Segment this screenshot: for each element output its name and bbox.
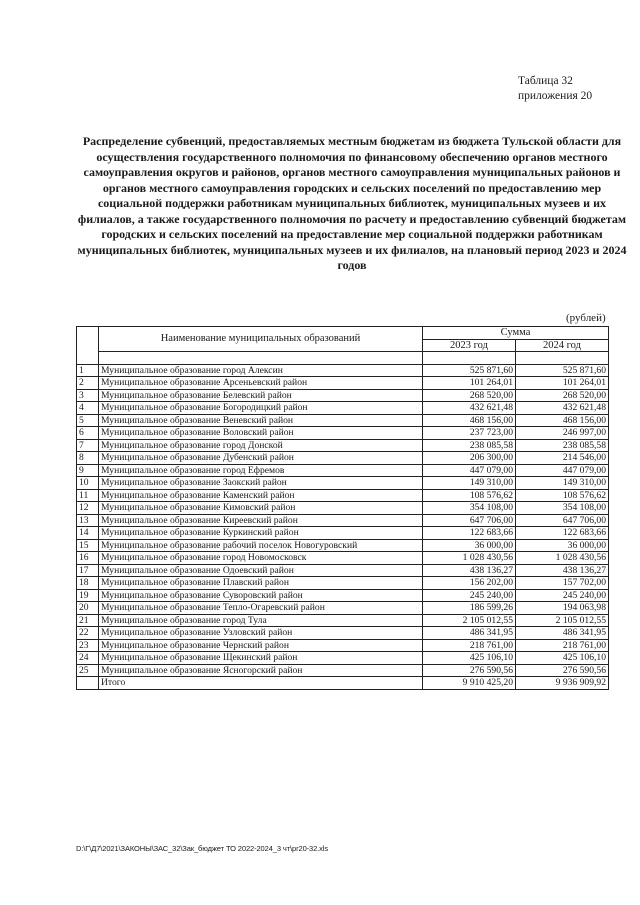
file-path: D:\Г\Д7\2021\ЗАКОНЫ\ЗАС_32\Зак_бюджет ТО 2022-2024_3 чт\pr20-32.xls xyxy=(76,844,329,853)
row-number: 18 xyxy=(77,577,99,590)
amount-2024: 149 310,00 xyxy=(516,477,609,490)
amount-2024: 101 264,01 xyxy=(516,377,609,390)
table-caption xyxy=(518,74,592,104)
amount-2023: 647 706,00 xyxy=(423,514,516,527)
municipality-name: Муниципальное образование Белевский район xyxy=(99,389,423,402)
table-row xyxy=(77,427,609,440)
amount-2023: 354 108,00 xyxy=(423,502,516,515)
row-number: 4 xyxy=(77,402,99,415)
document-title: Распределение субвенций, предоставляемых местным бюджетам из бюджета Тульской области для осуществления государственного полномочия по финансовому обеспечению органов местного самоуправления округов и районов, органов местного самоуправления муниципальных районов и органов местного самоуправления городских и сельских поселений по предоставлению мер социальной поддержки работникам муниципальных библиотек, муниципальных музеев и их филиалов, а также государственного полномочия по расчету и предоставлению субвенций бюджетам городских и сельских поселений на предоставление мер социальной поддержки работникам муниципальных библиотек, муниципальных музеев и их филиалов, на плановый период 2023 и 2024 годов xyxy=(77,134,627,272)
table-row xyxy=(77,464,609,477)
amount-2024: 486 341,95 xyxy=(516,627,609,640)
header-name-cell: Наименование муниципальных образований xyxy=(99,327,423,352)
header-sum-cell: Сумма xyxy=(423,327,609,340)
amount-2023: 447 079,00 xyxy=(423,464,516,477)
total-index-cell xyxy=(77,677,99,690)
table-row xyxy=(77,439,609,452)
total-2023: 9 910 425,20 xyxy=(423,677,516,690)
row-number: 8 xyxy=(77,452,99,465)
amount-2023: 438 136,27 xyxy=(423,564,516,577)
table-row xyxy=(77,564,609,577)
row-number: 17 xyxy=(77,564,99,577)
municipality-name: Муниципальное образование Ясногорский район xyxy=(99,664,423,677)
row-number: 7 xyxy=(77,439,99,452)
caption-line-1: Таблица 32 xyxy=(518,75,573,87)
municipality-name: Муниципальное образование Щекинский район xyxy=(99,652,423,665)
amount-2023: 245 240,00 xyxy=(423,589,516,602)
row-number: 6 xyxy=(77,427,99,440)
municipality-name: Муниципальное образование Заокский район xyxy=(99,477,423,490)
table-row xyxy=(77,414,609,427)
amount-2023: 149 310,00 xyxy=(423,477,516,490)
row-number: 1 xyxy=(77,364,99,377)
table-row xyxy=(77,514,609,527)
municipality-name: Муниципальное образование Киреевский район xyxy=(99,514,423,527)
municipality-name: Муниципальное образование Одоевский район xyxy=(99,564,423,577)
table-row xyxy=(77,602,609,615)
municipality-name: Муниципальное образование Узловский район xyxy=(99,627,423,640)
total-label: Итого xyxy=(99,677,423,690)
spacer-cell xyxy=(423,352,516,365)
table-row xyxy=(77,402,609,415)
municipality-name: Муниципальное образование город Новомосковск xyxy=(99,552,423,565)
row-number: 22 xyxy=(77,627,99,640)
amount-2024: 108 576,62 xyxy=(516,489,609,502)
row-number: 9 xyxy=(77,464,99,477)
municipality-name: Муниципальное образование Чернский район xyxy=(99,639,423,652)
row-number: 15 xyxy=(77,539,99,552)
table-row xyxy=(77,589,609,602)
municipality-name: Муниципальное образование город Донской xyxy=(99,439,423,452)
municipality-name: Муниципальное образование Арсеньевский район xyxy=(99,377,423,390)
table-row xyxy=(77,639,609,652)
row-number: 19 xyxy=(77,589,99,602)
amount-2024: 647 706,00 xyxy=(516,514,609,527)
amount-2023: 268 520,00 xyxy=(423,389,516,402)
row-number: 21 xyxy=(77,614,99,627)
table-row xyxy=(77,552,609,565)
amount-2024: 354 108,00 xyxy=(516,502,609,515)
row-number: 3 xyxy=(77,389,99,402)
amount-2024: 245 240,00 xyxy=(516,589,609,602)
row-number: 11 xyxy=(77,489,99,502)
amount-2024: 1 028 430,56 xyxy=(516,552,609,565)
row-number: 2 xyxy=(77,377,99,390)
amount-2024: 432 621,48 xyxy=(516,402,609,415)
amount-2024: 36 000,00 xyxy=(516,539,609,552)
municipality-name: Муниципальное образование город Тула xyxy=(99,614,423,627)
table-row xyxy=(77,652,609,665)
table-row xyxy=(77,614,609,627)
amount-2024: 157 702,00 xyxy=(516,577,609,590)
table-row xyxy=(77,539,609,552)
amount-2023: 108 576,62 xyxy=(423,489,516,502)
header-spacer-row xyxy=(77,352,609,365)
municipality-name: Муниципальное образование Плавский район xyxy=(99,577,423,590)
amount-2024: 447 079,00 xyxy=(516,464,609,477)
table-row xyxy=(77,489,609,502)
table-row xyxy=(77,627,609,640)
row-number: 24 xyxy=(77,652,99,665)
municipality-name: Муниципальное образование Суворовский район xyxy=(99,589,423,602)
table-row xyxy=(77,364,609,377)
amount-2024: 214 546,00 xyxy=(516,452,609,465)
municipality-name: Муниципальное образование рабочий поселок Новогуровский xyxy=(99,539,423,552)
table-row xyxy=(77,577,609,590)
header-year-2023: 2023 год xyxy=(423,339,516,352)
municipality-name: Муниципальное образование Дубенский район xyxy=(99,452,423,465)
total-2024: 9 936 909,92 xyxy=(516,677,609,690)
amount-2023: 156 202,00 xyxy=(423,577,516,590)
header-row xyxy=(77,327,609,340)
amount-2023: 186 599,26 xyxy=(423,602,516,615)
municipality-name: Муниципальное образование Кимовский район xyxy=(99,502,423,515)
amount-2024: 122 683,66 xyxy=(516,527,609,540)
amount-2024: 246 997,00 xyxy=(516,427,609,440)
amount-2023: 276 590,56 xyxy=(423,664,516,677)
amount-2024: 218 761,00 xyxy=(516,639,609,652)
row-number: 5 xyxy=(77,414,99,427)
amount-2024: 276 590,56 xyxy=(516,664,609,677)
table-row xyxy=(77,389,609,402)
amount-2024: 268 520,00 xyxy=(516,389,609,402)
header-index-cell xyxy=(77,327,99,365)
amount-2023: 237 723,00 xyxy=(423,427,516,440)
municipality-name: Муниципальное образование город Ефремов xyxy=(99,464,423,477)
spacer-cell xyxy=(516,352,609,365)
amount-2024: 438 136,27 xyxy=(516,564,609,577)
municipality-name: Муниципальное образование Тепло-Огаревский район xyxy=(99,602,423,615)
amount-2023: 218 761,00 xyxy=(423,639,516,652)
row-number: 13 xyxy=(77,514,99,527)
municipality-name: Муниципальное образование Каменский район xyxy=(99,489,423,502)
subventions-table xyxy=(76,326,609,690)
amount-2023: 2 105 012,55 xyxy=(423,614,516,627)
spacer-cell xyxy=(99,352,423,365)
amount-2024: 525 871,60 xyxy=(516,364,609,377)
total-row xyxy=(77,677,609,690)
amount-2024: 2 105 012,55 xyxy=(516,614,609,627)
amount-2023: 486 341,95 xyxy=(423,627,516,640)
amount-2023: 1 028 430,56 xyxy=(423,552,516,565)
table-row xyxy=(77,502,609,515)
table-row xyxy=(77,664,609,677)
table-row xyxy=(77,452,609,465)
table-row xyxy=(77,527,609,540)
amount-2023: 238 085,58 xyxy=(423,439,516,452)
table-body xyxy=(77,364,609,677)
municipality-name: Муниципальное образование Веневский район xyxy=(99,414,423,427)
municipality-name: Муниципальное образование Богородицкий район xyxy=(99,402,423,415)
table-row xyxy=(77,477,609,490)
row-number: 12 xyxy=(77,502,99,515)
amount-2024: 194 063,98 xyxy=(516,602,609,615)
amount-2023: 206 300,00 xyxy=(423,452,516,465)
amount-2023: 122 683,66 xyxy=(423,527,516,540)
municipality-name: Муниципальное образование Куркинский район xyxy=(99,527,423,540)
amount-2024: 468 156,00 xyxy=(516,414,609,427)
municipality-name: Муниципальное образование Воловский район xyxy=(99,427,423,440)
table-row xyxy=(77,377,609,390)
row-number: 25 xyxy=(77,664,99,677)
municipality-name: Муниципальное образование город Алексин xyxy=(99,364,423,377)
amount-2023: 101 264,01 xyxy=(423,377,516,390)
unit-label: (рублей) xyxy=(566,312,606,324)
amount-2023: 468 156,00 xyxy=(423,414,516,427)
amount-2023: 432 621,48 xyxy=(423,402,516,415)
amount-2024: 238 085,58 xyxy=(516,439,609,452)
amount-2024: 425 106,10 xyxy=(516,652,609,665)
header-year-2024: 2024 год xyxy=(516,339,609,352)
caption-line-2: приложения 20 xyxy=(518,90,593,102)
row-number: 20 xyxy=(77,602,99,615)
row-number: 10 xyxy=(77,477,99,490)
amount-2023: 525 871,60 xyxy=(423,364,516,377)
amount-2023: 36 000,00 xyxy=(423,539,516,552)
row-number: 16 xyxy=(77,552,99,565)
amount-2023: 425 106,10 xyxy=(423,652,516,665)
row-number: 23 xyxy=(77,639,99,652)
row-number: 14 xyxy=(77,527,99,540)
